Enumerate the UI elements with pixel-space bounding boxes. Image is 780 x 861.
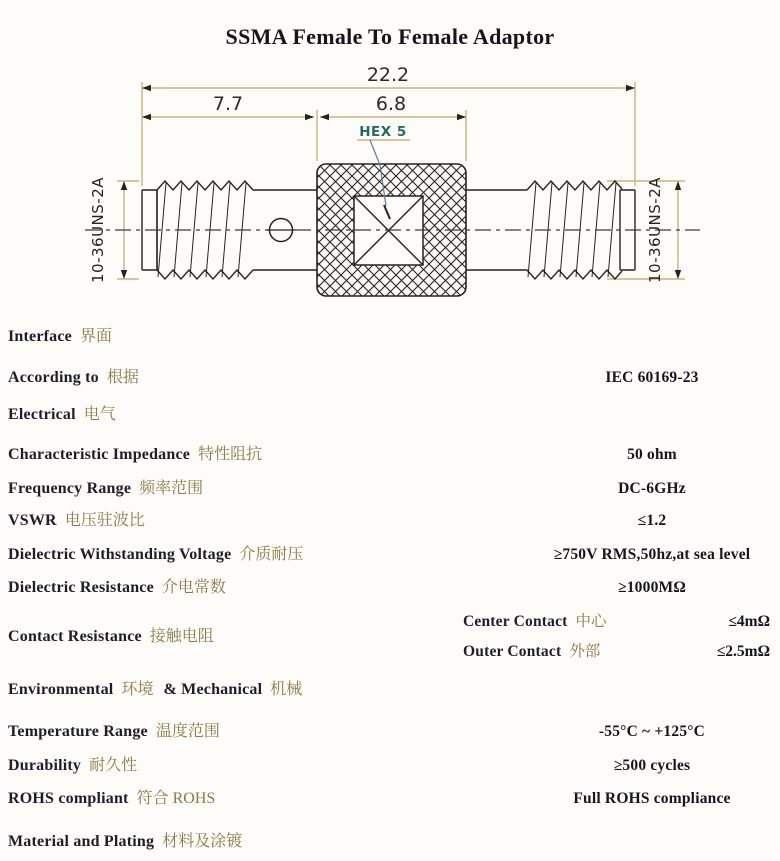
spec-value: ≥750V RMS,50hz,at sea level [553,546,751,563]
spec-label-en: Environmental [8,681,114,698]
spec-label-en: Center Contact [463,613,568,630]
spec-label-zh: 界面 [80,328,113,345]
spec-row-electrical [8,404,780,426]
spec-label-zh: 外部 [569,643,601,660]
spec-label-en: Interface [8,328,72,345]
spec-label-en: Electrical [8,406,76,423]
spec-label-en: According to [8,369,99,386]
spec-row-material [8,831,780,853]
spec-value: Full ROHS compliance [573,790,731,807]
spec-label-en: Frequency Range [8,480,132,497]
spec-row-durability [8,755,780,777]
spec-row-vswr [8,510,780,532]
spec-label-zh: 根据 [106,369,139,386]
spec-value: ≥500 cycles [613,757,691,774]
page-title: SSMA Female To Female Adaptor [225,24,555,49]
spec-value: ≥1000MΩ [618,579,686,596]
spec-sublabel [463,641,600,663]
spec-label-en: ROHS compliant [8,790,129,807]
spec-label-zh: 电压驻波比 [64,512,145,529]
spec-value: DC-6GHz [618,480,686,497]
spec-value: -55°C ~ +125°C [598,723,706,740]
spec-label-en: Characteristic Impedance [8,446,191,463]
spec-label-zh: 频率范围 [139,480,204,497]
dimension-overall: 22.2 [366,64,410,86]
spec-value: 50 ohm [627,446,677,463]
spec-subrow-center-contact [463,611,770,633]
spec-label-en: Material and Plating [8,833,155,850]
spec-label-zh: 电气 [83,406,116,423]
spec-label-zh: 介质耐压 [239,546,304,563]
hex-size-label: HEX 5 [359,124,407,140]
spec-label-en: Durability [8,757,82,774]
spec-row-environmental-mechanical [8,679,780,701]
spec-row-impedance [8,444,780,466]
thread-label-right: 10-36UNS-2A [646,176,664,284]
dimension-hex: 6.8 [375,93,407,115]
spec-label-zh: 温度范围 [155,723,220,740]
spec-row-interface [8,326,780,348]
spec-label-zh: 特性阻抗 [198,446,263,463]
spec-value: IEC 60169-23 [605,369,699,386]
spec-label-en: Dielectric Withstanding Voltage [8,546,232,563]
spec-label-zh: 中心 [575,613,607,630]
pilot-circle [267,219,295,242]
spec-label-zh: 符合 ROHS [136,790,216,807]
spec-label-zh: 接触电阻 [149,628,214,645]
spec-row-rohs [8,788,780,810]
spec-label-en: & Mechanical [163,681,263,698]
spec-row-withstanding-voltage [8,544,780,566]
dimension-left: 7.7 [212,93,244,115]
spec-label-zh: 机械 [270,681,303,698]
spec-sublabel [463,611,607,633]
spec-label-zh: 环境 [121,681,154,698]
thread-label-left: 10-36UNS-2A [89,176,107,284]
spec-label-en: Dielectric Resistance [8,579,154,596]
spec-row-dielectric-resistance [8,577,780,599]
spec-row-frequency [8,478,780,500]
spec-label-en: Contact Resistance [8,628,142,645]
spec-label-zh: 介电常数 [161,579,226,596]
spec-label-en: Outer Contact [463,643,562,660]
spec-row-according [8,367,780,389]
spec-value: ≤1.2 [637,512,667,529]
spec-value: ≤2.5mΩ [716,643,770,660]
technical-drawing [0,0,780,320]
spec-subrow-outer-contact [463,641,770,663]
spec-label-zh: 材料及涂镀 [162,833,243,850]
spec-value: ≤4mΩ [728,613,770,630]
spec-label-en: VSWR [8,512,57,529]
spec-label-zh: 耐久性 [89,757,138,774]
spec-label-en: Temperature Range [8,723,148,740]
spec-row-temperature [8,721,780,743]
